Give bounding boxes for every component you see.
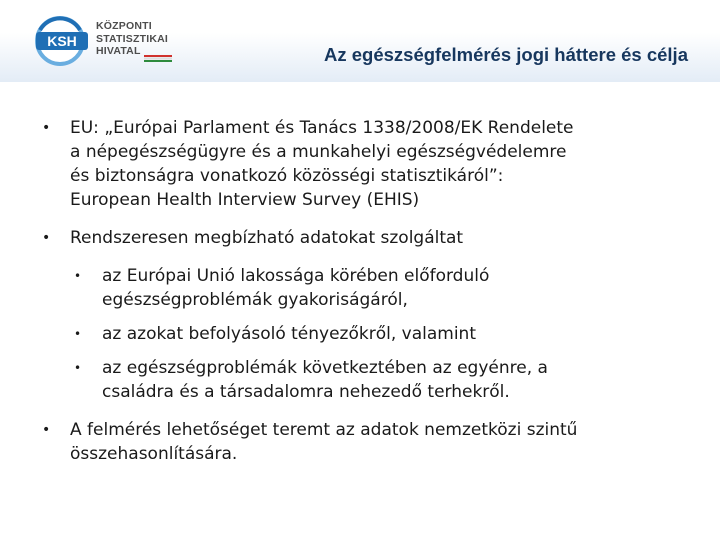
logo-text bbox=[96, 20, 168, 58]
bullet-list bbox=[40, 116, 690, 480]
sub-bullet-item bbox=[72, 356, 690, 404]
ksh-logo-mark bbox=[34, 16, 90, 66]
bullet-icon: • bbox=[42, 120, 51, 136]
bullet-icon: • bbox=[42, 230, 51, 246]
sub-bullet-item bbox=[72, 322, 690, 346]
bullet-line: European Health Interview Survey (EHIS) bbox=[70, 190, 420, 210]
logo-line-2: STATISZTIKAI bbox=[96, 32, 169, 45]
bullet-item-data-provision bbox=[40, 226, 690, 250]
bullet-line: és biztonságra vonatkozó közösségi statisztikáról”: bbox=[70, 166, 504, 186]
sub-bullet-line: az azokat befolyásoló tényezőkről, valamint bbox=[102, 324, 476, 344]
bullet-line: összehasonlítására. bbox=[70, 444, 238, 464]
sub-bullet-icon: • bbox=[74, 269, 82, 283]
ksh-logo bbox=[34, 16, 174, 68]
bullet-line: A felmérés lehetőséget teremt az adatok nemzetközi szintű bbox=[70, 420, 578, 440]
bullet-line: EU: „Európai Parlament és Tanács 1338/2008/EK Rendelete bbox=[70, 118, 574, 138]
bullet-line: Rendszeresen megbízható adatokat szolgáltat bbox=[70, 228, 464, 248]
sub-bullet-item bbox=[72, 264, 690, 312]
sub-bullet-line: egészségproblémák gyakoriságáról, bbox=[102, 290, 408, 310]
bullet-line: a népegészségügyre és a munkahelyi egészségvédelemre bbox=[70, 142, 567, 162]
logo-line-1: KÖZPONTI bbox=[96, 20, 152, 32]
bullet-item-comparison bbox=[40, 418, 690, 466]
sub-bullet-icon: • bbox=[74, 361, 82, 375]
logo-line-3: HIVATAL bbox=[96, 45, 141, 57]
sub-bullet-line: az egészségproblémák következtében az egyénre, a bbox=[102, 358, 548, 378]
bullet-icon: • bbox=[42, 422, 51, 438]
page-title: Az egészségfelmérés jogi háttere és célja bbox=[323, 44, 688, 65]
sub-bullet-line: családra és a társadalomra nehezedő terhekről. bbox=[102, 382, 510, 402]
sub-bullet-line: az Európai Unió lakossága körében előforduló bbox=[102, 266, 490, 286]
sub-bullet-icon: • bbox=[74, 327, 82, 341]
logo-mark-text: KSH bbox=[47, 33, 77, 49]
flag-stripes-icon bbox=[144, 55, 172, 62]
bullet-item-eu-regulation bbox=[40, 116, 690, 212]
